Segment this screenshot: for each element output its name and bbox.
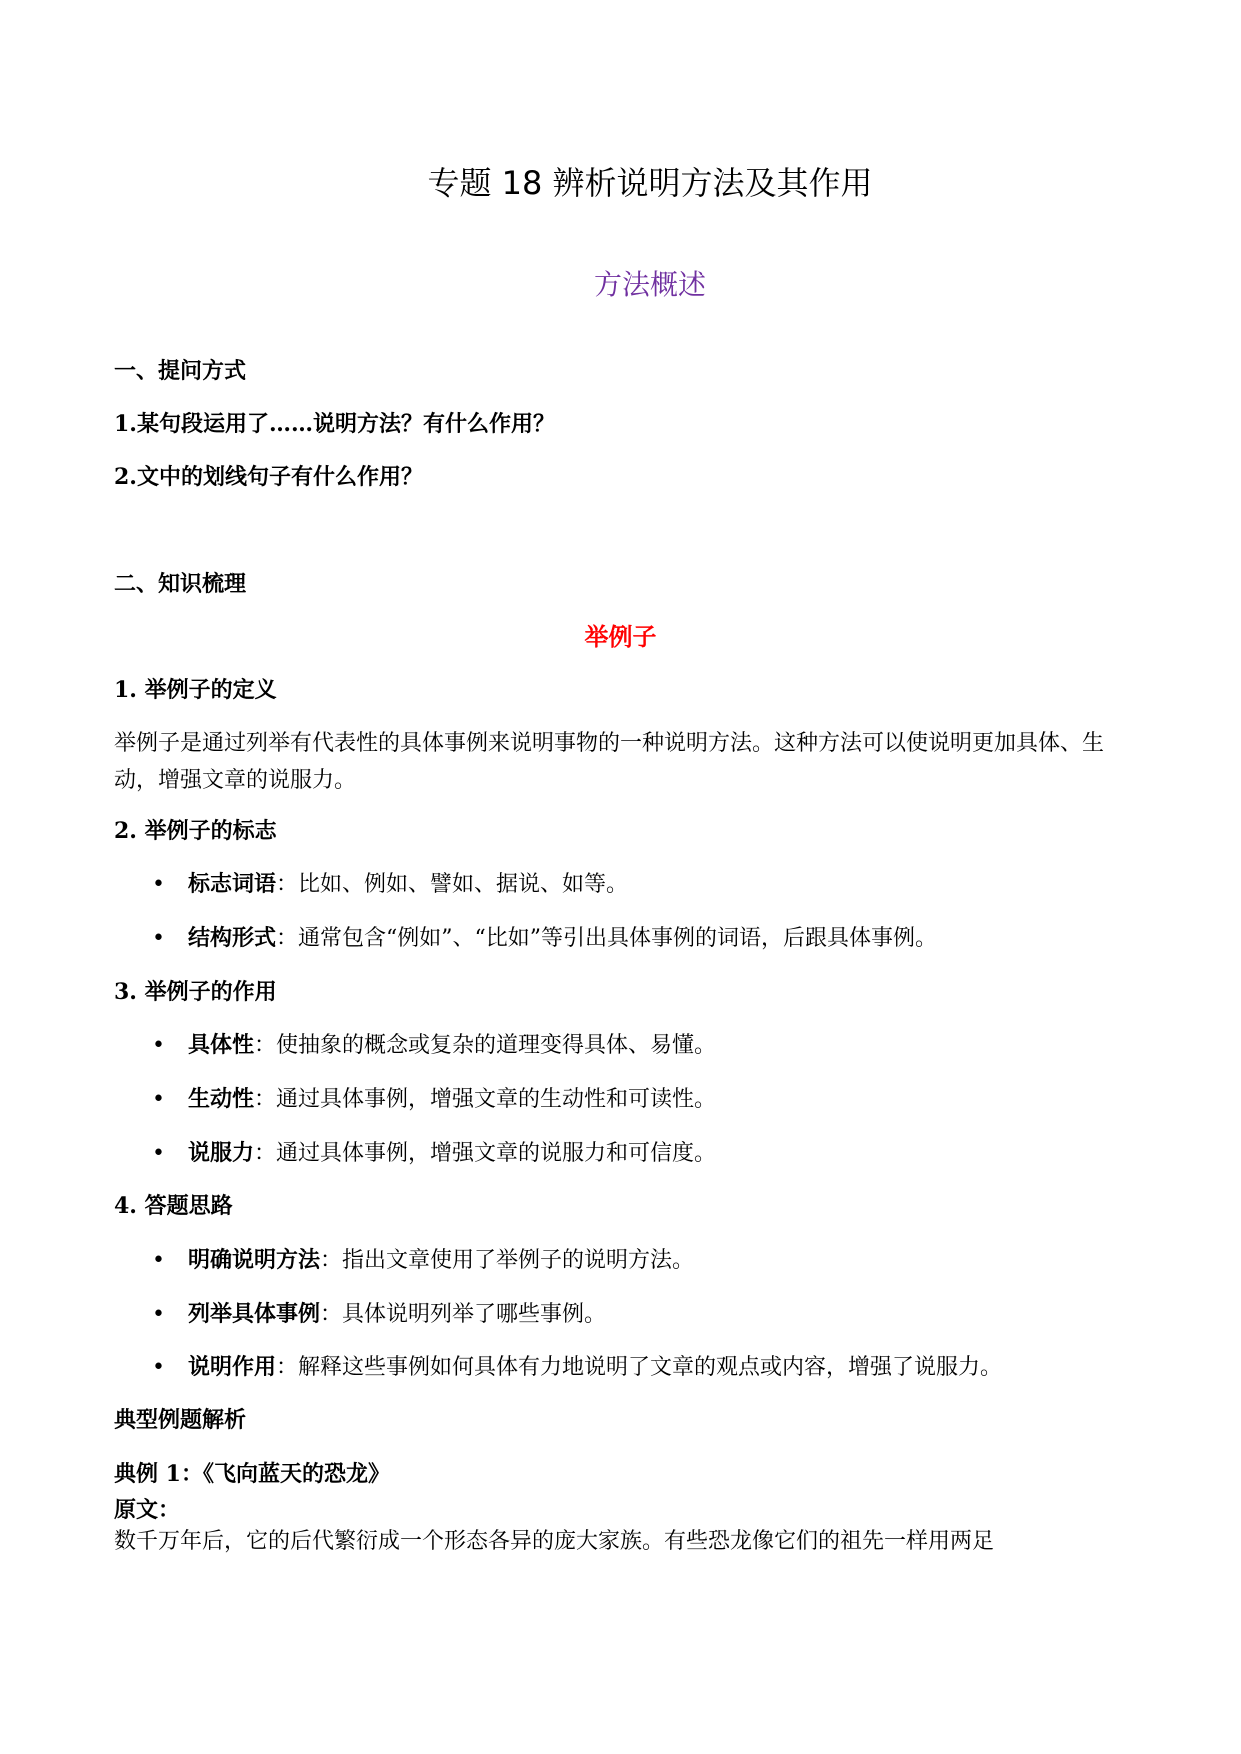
list-item-label: 具体性 [188, 1032, 255, 1058]
example-title: 典例 1：《飞向蓝天的恐龙》 [114, 1461, 390, 1487]
heading-marks: 2. 举例子的标志 [114, 818, 277, 844]
list-item-text: ：指出文章使用了举例子的说明方法。 [320, 1248, 695, 1273]
list-item [152, 1030, 716, 1061]
list-item-text: ：具体说明列举了哪些事例。 [320, 1302, 607, 1327]
heading-effects: 3. 举例子的作用 [114, 979, 277, 1005]
list-item-label: 说明作用 [188, 1354, 277, 1380]
list-item-label: 标志词语 [188, 871, 277, 897]
bullet-icon: • [152, 1302, 165, 1327]
list-item [152, 869, 628, 900]
list-item-label: 明确说明方法 [188, 1247, 321, 1273]
list-item [152, 923, 937, 954]
bullet-icon: • [152, 1141, 165, 1166]
list-item [152, 1138, 716, 1169]
list-item-label: 说服力 [188, 1140, 255, 1166]
list-item [152, 1352, 1002, 1383]
list-item-label: 结构形式 [188, 925, 277, 951]
list-item-text: ：解释这些事例如何具体有力地说明了文章的观点或内容，增强了说服力。 [276, 1355, 1003, 1380]
bullet-icon: • [152, 872, 165, 897]
bullet-icon: • [152, 1248, 165, 1273]
list-item-text: ：通过具体事例，增强文章的说服力和可信度。 [254, 1141, 717, 1166]
overview-heading: 方法概述 [593, 268, 706, 301]
question-item: 1.某句段运用了……说明方法？有什么作用？ [114, 411, 555, 437]
list-item-label: 生动性 [188, 1086, 255, 1112]
heading-answer-approach: 4. 答题思路 [114, 1193, 233, 1219]
section-heading-questions: 一、提问方式 [114, 358, 247, 384]
bullet-icon: • [152, 926, 165, 951]
heading-definition: 1. 举例子的定义 [114, 677, 277, 703]
bullet-icon: • [152, 1355, 165, 1380]
page-title: 专题 18 辨析说明方法及其作用 [427, 164, 873, 202]
bullet-icon: • [152, 1087, 165, 1112]
list-item-text: ：通过具体事例，增强文章的生动性和可读性。 [254, 1087, 717, 1112]
bullet-icon: • [152, 1033, 165, 1058]
list-item-text: ：使抽象的概念或复杂的道理变得具体、易懂。 [254, 1033, 717, 1058]
original-text-paragraph: 数千万年后，它的后代繁衍成一个形态各异的庞大家族。有些恐龙像它们的祖先一样用两足 [114, 1529, 995, 1554]
question-item: 2.文中的划线句子有什么作用？ [114, 464, 423, 490]
subsection-title-example: 举例子 [584, 622, 657, 651]
list-item [152, 1084, 716, 1115]
heading-typical-examples: 典型例题解析 [114, 1407, 247, 1433]
section-heading-knowledge: 二、知识梳理 [114, 571, 247, 597]
list-item-text: ：通常包含“例如”、“比如”等引出具体事例的词语，后跟具体事例。 [276, 926, 938, 951]
original-text-label: 原文： [114, 1497, 181, 1523]
list-item [152, 1245, 694, 1276]
list-item-label: 列举具体事例 [188, 1301, 321, 1327]
list-item-text: ：比如、例如、譬如、据说、如等。 [276, 872, 629, 897]
definition-paragraph: 举例子是通过列举有代表性的具体事例来说明事物的一种说明方法。这种方法可以使说明更加具体、生动，增强文章的说服力。 [114, 731, 1105, 793]
list-item [152, 1299, 606, 1330]
